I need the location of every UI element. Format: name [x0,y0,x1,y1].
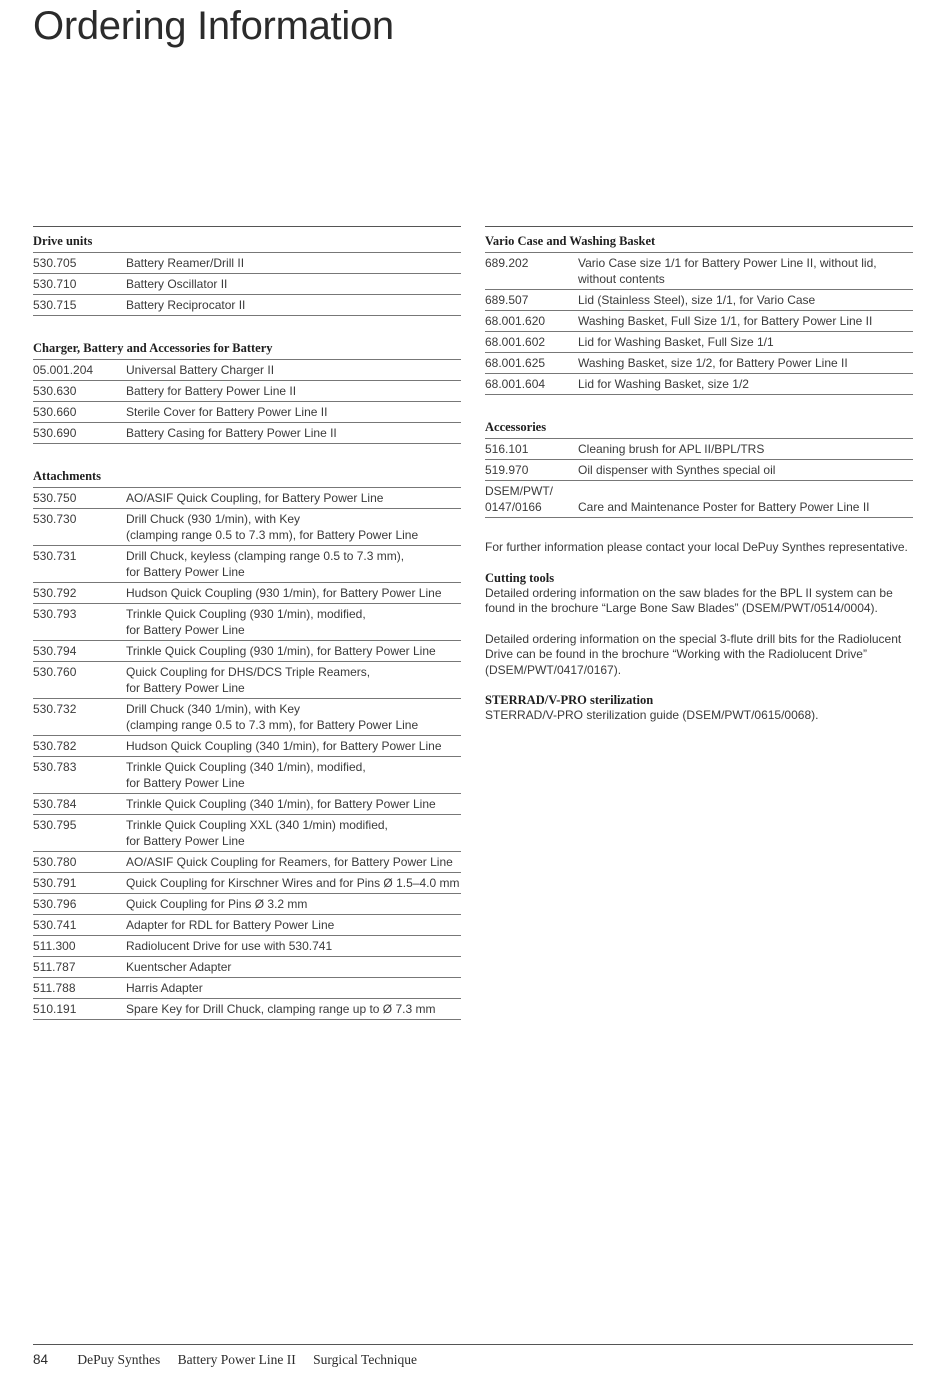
right-tables [485,231,913,518]
sterrad-body: STERRAD/V-PRO sterilization guide (DSEM/PWT/0615/0068). [485,708,819,722]
article-description: Quick Coupling for Kirschner Wires and for Pins Ø 1.5–4.0 mm [126,876,460,890]
section-vario-case-and-washing-basket [485,231,913,395]
section-drive-units [33,231,461,316]
table-row [485,439,913,460]
table-row [33,509,461,546]
article-number: 530.780 [33,855,77,869]
article-description: AO/ASIF Quick Coupling for Reamers, for Battery Power Line [126,855,453,869]
article-description: Battery Oscillator II [126,277,228,291]
article-description: Battery Reciprocator II [126,298,246,312]
table-row [33,999,461,1020]
article-description: Trinkle Quick Coupling (930 1/min), modified, for Battery Power Line [126,607,366,637]
table-row [485,374,913,395]
table-row [33,604,461,641]
article-description: Lid for Washing Basket, Full Size 1/1 [578,335,774,349]
table-row [485,332,913,353]
footer-brand: DePuy Synthes [77,1352,161,1367]
table-row [485,481,913,518]
cutting-tools-para-2: Detailed ordering information on the special 3-flute drill bits for the Radiolucent Drive can be found in the brochure “Working with the Radiolucent Drive” (DSEM/PWT/0417/0167). [485,631,902,677]
footer-doc-type: Surgical Technique [313,1352,418,1367]
article-number: 530.795 [33,818,77,832]
article-number: 68.001.620 [485,314,546,328]
article-number: 530.741 [33,918,77,932]
article-number: 511.300 [33,939,76,953]
section-title: Accessories [485,417,913,439]
cutting-tools-title: Cutting tools [485,570,555,585]
table-row [33,852,461,873]
article-description: Battery Reamer/Drill II [126,256,245,270]
table-row [485,253,913,290]
article-description: Hudson Quick Coupling (930 1/min), for Battery Power Line [126,586,442,600]
article-description: Radiolucent Drive for use with 530.741 [126,939,333,953]
article-number: 689.507 [485,293,529,307]
right-column [485,231,913,739]
article-description: Care and Maintenance Poster for Battery Power Line II [578,500,870,514]
article-number: 530.750 [33,491,77,505]
section-title: Drive units [33,231,461,253]
table-row [485,311,913,332]
table-row [33,699,461,736]
table-row [485,353,913,374]
article-description: Trinkle Quick Coupling XXL (340 1/min) modified, for Battery Power Line [126,818,388,848]
article-number: 530.731 [33,549,77,563]
sterrad-title: STERRAD/V-PRO sterilization [485,693,654,707]
article-number: 516.101 [485,442,529,456]
section-attachments [33,466,461,1020]
table-row [33,423,461,444]
article-description: Drill Chuck (930 1/min), with Key (clamping range 0.5 to 7.3 mm), for Battery Power Line [126,512,419,542]
article-number: 511.788 [33,981,76,995]
left-top-rule [33,226,461,227]
page-title: Ordering Information [33,4,394,48]
section-title: Vario Case and Washing Basket [485,231,913,253]
article-description: Sterile Cover for Battery Power Line II [126,405,328,419]
cutting-tools-para-1: Detailed ordering information on the saw blades for the BPL II system can be found in the brochure “Large Bone Saw Blades” (DSEM/PWT/0514/0004). [485,585,893,615]
article-number: 530.792 [33,586,77,600]
table-row [33,662,461,699]
article-description: Harris Adapter [126,981,203,995]
article-number: 689.202 [485,256,529,270]
article-description: Spare Key for Drill Chuck, clamping range up to Ø 7.3 mm [126,1002,436,1016]
article-number: 530.660 [33,405,77,419]
section-title: Attachments [33,466,461,488]
article-description: Battery for Battery Power Line II [126,384,297,398]
table-row [33,957,461,978]
table-row [33,641,461,662]
article-number: 530.793 [33,607,77,621]
article-number: 530.710 [33,277,77,291]
table-row [33,894,461,915]
article-description: Trinkle Quick Coupling (930 1/min), for Battery Power Line [126,644,436,658]
article-number: 530.690 [33,426,77,440]
table-row [33,360,461,381]
article-description: Quick Coupling for DHS/DCS Triple Reamers, for Battery Power Line [126,665,371,695]
table-row [33,488,461,509]
article-number: 530.791 [33,876,77,890]
article-number: 530.630 [33,384,77,398]
article-number: 68.001.625 [485,356,546,370]
table-row [33,402,461,423]
article-number: 510.191 [33,1002,77,1016]
article-number: 530.732 [33,702,77,716]
table-row [33,274,461,295]
article-number: 68.001.604 [485,377,546,391]
article-number: 530.715 [33,298,77,312]
section-charger-battery-and-accessories-for-battery [33,338,461,444]
table-row [33,736,461,757]
article-description: Adapter for RDL for Battery Power Line [126,918,335,932]
article-description: Drill Chuck, keyless (clamping range 0.5 to 7.3 mm), for Battery Power Line [126,549,405,579]
table-row [33,583,461,604]
table-row [33,381,461,402]
page-number: 84 [33,1352,49,1367]
table-row [33,873,461,894]
article-number: 68.001.602 [485,335,546,349]
article-number: 530.705 [33,256,77,270]
article-number: 530.794 [33,644,77,658]
article-description: Trinkle Quick Coupling (340 1/min), modified, for Battery Power Line [126,760,366,790]
table-row [33,253,461,274]
table-row [33,295,461,316]
article-description: Washing Basket, Full Size 1/1, for Battery Power Line II [578,314,873,328]
article-number: 519.970 [485,463,529,477]
table-row [33,936,461,957]
article-description: Oil dispenser with Synthes special oil [578,463,776,477]
article-description: AO/ASIF Quick Coupling, for Battery Power Line [126,491,384,505]
table-row [33,915,461,936]
footer-rule [33,1344,913,1345]
right-top-rule [485,226,913,227]
contact-note: For further information please contact your local DePuy Synthes representative. [485,540,908,554]
article-number: 530.783 [33,760,77,774]
article-number: DSEM/PWT/ 0147/0166 [485,484,553,514]
footer-product: Battery Power Line II [177,1352,296,1367]
section-title: Charger, Battery and Accessories for Battery [33,338,461,360]
article-description: Battery Casing for Battery Power Line II [126,426,337,440]
article-description: Lid for Washing Basket, size 1/2 [578,377,749,391]
article-number: 530.782 [33,739,77,753]
article-description: Kuentscher Adapter [126,960,232,974]
article-description: Drill Chuck (340 1/min), with Key (clamping range 0.5 to 7.3 mm), for Battery Power Line [126,702,419,732]
article-description: Washing Basket, size 1/2, for Battery Power Line II [578,356,848,370]
table-row [485,290,913,311]
footer [33,1352,431,1368]
article-number: 511.787 [33,960,76,974]
article-description: Hudson Quick Coupling (340 1/min), for Battery Power Line [126,739,442,753]
table-row [33,815,461,852]
left-column [33,231,461,1042]
table-row [33,978,461,999]
article-description: Quick Coupling for Pins Ø 3.2 mm [126,897,308,911]
table-row [485,460,913,481]
article-description: Universal Battery Charger II [126,363,275,377]
table-row [33,546,461,583]
table-row [33,794,461,815]
article-number: 530.796 [33,897,77,911]
article-number: 530.784 [33,797,77,811]
section-accessories [485,417,913,518]
article-description: Vario Case size 1/1 for Battery Power Line II, without lid, without contents [578,256,877,286]
article-number: 530.730 [33,512,77,526]
article-number: 530.760 [33,665,77,679]
table-row [33,757,461,794]
article-number: 05.001.204 [33,363,94,377]
article-description: Cleaning brush for APL II/BPL/TRS [578,442,765,456]
article-description: Trinkle Quick Coupling (340 1/min), for Battery Power Line [126,797,436,811]
article-description: Lid (Stainless Steel), size 1/1, for Vario Case [578,293,816,307]
